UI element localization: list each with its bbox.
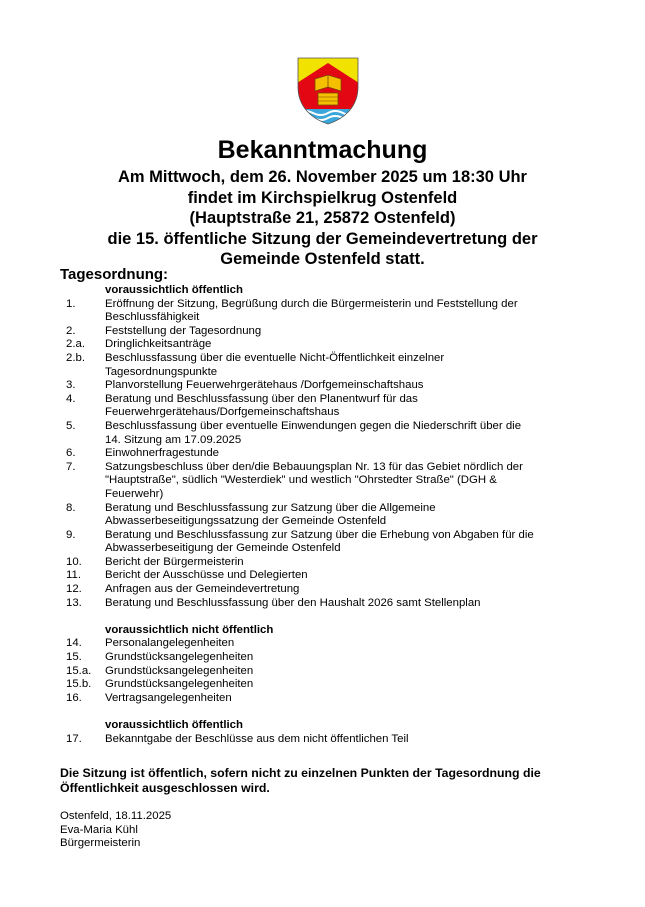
signatory-role: Bürgermeisterin [60,837,141,850]
agenda-item-text: Grundstücksangelegenheiten [105,651,254,664]
agenda-item-text: Beratung und Beschlussfassung über den Haushalt 2026 samt Stellenplan [105,596,481,609]
announcement-line: Am Mittwoch, dem 26. November 2025 um 18:30 Uhr [118,168,527,186]
agenda-item [60,488,580,502]
agenda-item-text: Beschlussfassung über die eventuelle Nicht-Öffentlichkeit einzelner [105,351,445,364]
agenda-item-number [60,366,105,380]
agenda-item-number: 15.b. [66,678,92,691]
agenda-item-number: 5. [66,419,76,432]
agenda-item-number [60,488,105,502]
agenda-item-text: Einwohnerfragestunde [105,447,219,460]
agenda-item-number: 2.a. [66,338,85,351]
agenda-item [60,651,580,665]
announcement-line: (Hauptstraße 21, 25872 Ostenfeld) [189,209,456,227]
agenda-item-number: 15. [66,651,82,664]
agenda-list [60,284,580,746]
agenda-item-text: Tagesordnungspunkte [105,365,218,378]
agenda-item [60,515,580,529]
agenda-item [60,542,580,556]
agenda-item [60,692,580,706]
agenda-item-number [60,406,105,420]
agenda-item [60,311,580,325]
agenda-item [60,665,580,679]
agenda-item-text: Eröffnung der Sitzung, Begrüßung durch die Bürgermeisterin und Feststellung der [105,297,518,310]
agenda-item-number: 2.b. [66,351,85,364]
agenda-item-number: 3. [66,379,76,392]
agenda-section-heading: voraussichtlich nicht öffentlich [105,623,274,636]
agenda-item [60,352,580,366]
agenda-item-number: 8. [66,501,76,514]
agenda-item-text: 14. Sitzung am 17.09.2025 [105,433,242,446]
agenda-item [60,406,580,420]
agenda-item-number: 1. [66,297,76,310]
agenda-item [60,556,580,570]
agenda-item-number: 7. [66,460,76,473]
place-date: Ostenfeld, 18.11.2025 [60,810,172,822]
agenda-item-text: Bericht der Bürgermeisterin [105,555,244,568]
agenda-item [60,366,580,380]
agenda-item [60,434,580,448]
agenda-item [60,529,580,543]
public-notice: Die Sitzung ist öffentlich, sofern nicht zu einzelnen Punkten der Tagesordnung die Öffentlichkeit ausgeschlossen wird. [60,766,541,796]
agenda-item [60,583,580,597]
agenda-item-number: 11. [66,569,81,582]
agenda-item-number [60,434,105,448]
agenda-item-number: 13. [66,596,82,609]
agenda-item [60,447,580,461]
agenda-item-text: Beratung und Beschlussfassung zur Satzung über die Allgemeine [105,501,436,514]
agenda-item-text: Abwasserbeseitigungssatzung der Gemeinde Ostenfeld [105,515,387,528]
agenda-item-text: Beratung und Beschlussfassung über den Planentwurf für das [105,392,418,405]
agenda-item-number: 2. [66,324,76,337]
agenda-item-text: Satzungsbeschluss über den/die Bebauungsplan Nr. 13 für das Gebiet nördlich der [105,460,523,473]
agenda-item [60,597,580,611]
agenda-heading: Tagesordnung: [60,266,169,283]
agenda-item-text: Personalangelegenheiten [105,637,235,650]
agenda-item [60,325,580,339]
agenda-item-text: Beschlussfassung über eventuelle Einwendungen gegen die Niederschrift über die [105,419,522,432]
agenda-item [60,338,580,352]
section-spacer [60,705,580,719]
agenda-item-number: 15.a. [66,664,92,677]
agenda-item [60,298,580,312]
coat-of-arms [297,57,359,125]
section-spacer [60,610,580,624]
announcement-line: Gemeinde Ostenfeld statt. [220,250,425,268]
agenda-item-text: Planvorstellung Feuerwehrgerätehaus /Dorfgemeinschaftshaus [105,379,424,392]
agenda-item-text: Vertragsangelegenheiten [105,691,232,704]
agenda-item-text: Beratung und Beschlussfassung zur Satzung über die Erhebung von Abgaben für die [105,528,534,541]
agenda-item-number [60,515,105,529]
agenda-item-text: Feuerwehr) [105,487,164,500]
agenda-item-number: 9. [66,528,76,541]
agenda-item-number: 6. [66,447,76,460]
agenda-item-text: Grundstücksangelegenheiten [105,664,254,677]
signature-block [60,810,171,851]
agenda-section-heading: voraussichtlich öffentlich [105,719,243,731]
crest-building [318,93,338,105]
agenda-item-number: 16. [66,691,82,704]
signatory-name: Eva-Maria Kühl [60,823,138,836]
agenda-item [60,502,580,516]
agenda-item-number [60,311,105,325]
agenda-item [60,379,580,393]
agenda-item-number: 14. [66,637,82,650]
agenda-item-text: Dringlichkeitsanträge [105,338,212,351]
agenda-item [60,474,580,488]
agenda-item [60,420,580,434]
agenda-item-text: "Hauptstraße", südlich "Westerdiek" und westlich "Ohrstedter Straße" (DGH & [105,474,497,487]
agenda-item-number [60,474,105,488]
agenda-item [60,678,580,692]
agenda-item-number: 10. [66,555,82,568]
agenda-item-number: 12. [66,583,82,596]
agenda-item [60,569,580,583]
announcement-line: die 15. öffentliche Sitzung der Gemeindevertretung der [107,229,538,248]
agenda-item-text: Beschlussfähigkeit [105,311,200,324]
agenda-item-text: Feststellung der Tagesordnung [105,324,262,337]
announcement-line: findet im Kirchspielkrug Ostenfeld [187,188,458,207]
agenda-item [60,733,580,747]
agenda-item-number [60,542,105,556]
agenda-item-text: Grundstücksangelegenheiten [105,678,254,691]
agenda-item-text: Abwasserbeseitigung der Gemeinde Ostenfeld [105,542,341,555]
agenda-item-number: 4. [66,392,76,405]
agenda-item [60,637,580,651]
agenda-item-text: Bekanntgabe der Beschlüsse aus dem nicht öffentlichen Teil [105,732,409,745]
meeting-announcement [40,167,605,270]
document-title: Bekanntmachung [217,136,428,164]
agenda-item-number: 17. [66,732,82,745]
agenda-item-text: Feuerwehrgerätehaus/Dorfgemeinschaftshaus [105,406,340,419]
agenda-item [60,393,580,407]
agenda-item-text: Bericht der Ausschüsse und Delegierten [105,569,308,582]
agenda-section-heading: voraussichtlich öffentlich [105,284,243,296]
agenda-item [60,461,580,475]
agenda-item-text: Anfragen aus der Gemeindevertretung [105,583,300,596]
